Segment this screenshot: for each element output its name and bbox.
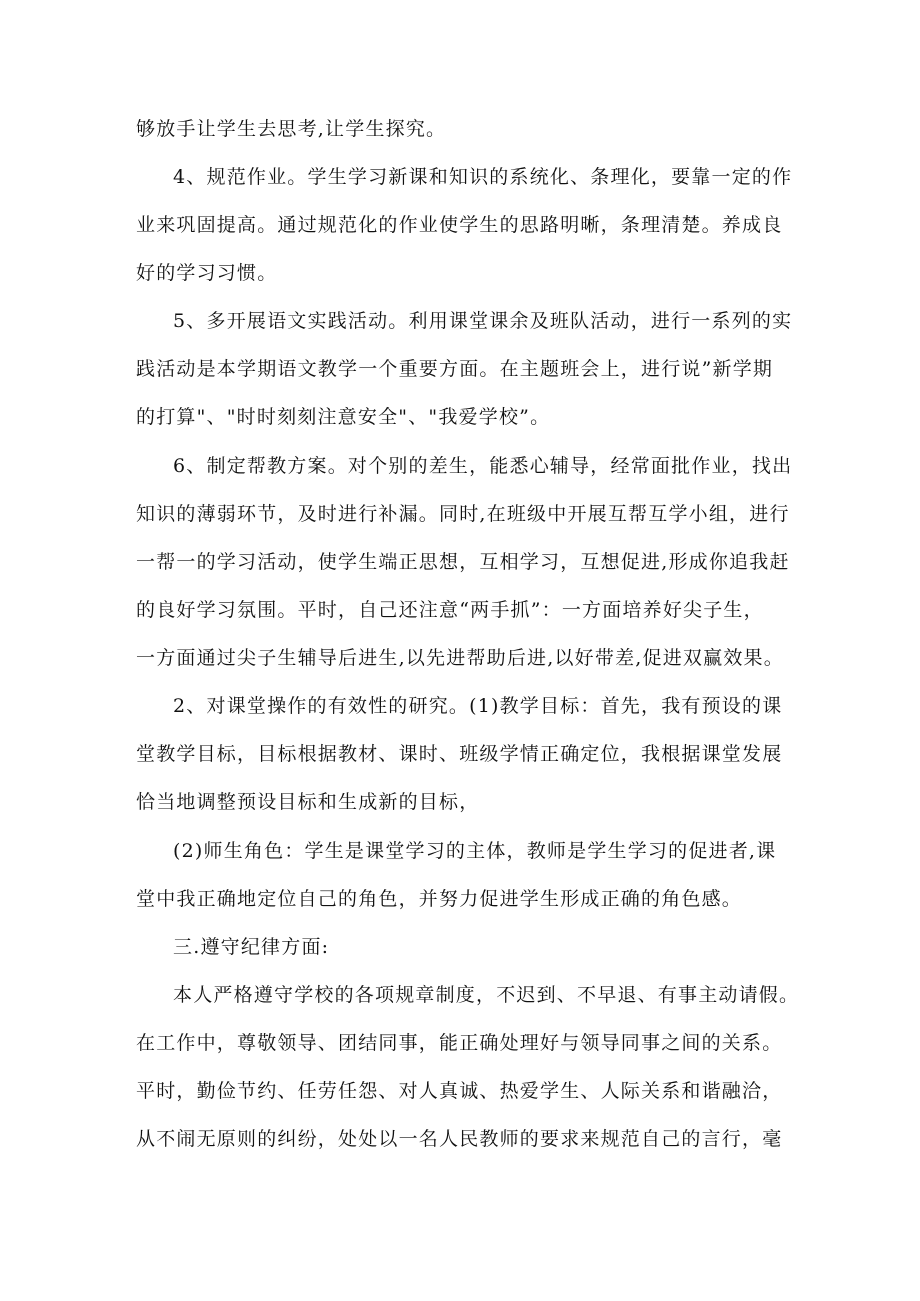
text-line: 的打算"、"时时刻刻注意安全"、"我爱学校”。 bbox=[136, 406, 551, 428]
text-line: 堂中我正确地定位自己的角色，并努力促进学生形成正确的角色感。 bbox=[136, 888, 743, 910]
text-line: 从不闹无原则的纠纷，处处以一名人民教师的要求来规范自己的言行，毫 bbox=[136, 1128, 783, 1150]
text-line: 恰当地调整预设目标和生成新的目标， bbox=[136, 791, 480, 813]
text-line: 业来巩固提高。通过规范化的作业使学生的思路明晰，条理清楚。养成良 bbox=[136, 214, 783, 236]
text-line: 5、多开展语文实践活动。利用课堂课余及班队活动，进行一系列的实 bbox=[173, 310, 793, 332]
text-line: 的良好学习氛围。平时，自己还注意“两手抓”：一方面培养好尖子生， bbox=[136, 599, 764, 621]
text-line: 一帮一的学习活动，使学生端正思想，互相学习，互想促进,形成你追我赶 bbox=[136, 551, 790, 573]
text-line: (2)师生角色：学生是课堂学习的主体，教师是学生学习的促进者,课 bbox=[173, 840, 777, 862]
text-line: 堂教学目标，目标根据教材、课时、班级学情正确定位，我根据课堂发展 bbox=[136, 743, 783, 765]
text-line: 2、对课堂操作的有效性的研究。(1)教学目标：首先，我有预设的课 bbox=[173, 695, 783, 717]
text-line: 6、制定帮教方案。对个别的差生，能悉心辅导，经常面批作业，找出 bbox=[173, 455, 793, 477]
text-line: 4、规范作业。学生学习新课和知识的系统化、条理化，要靠一定的作 bbox=[173, 166, 793, 188]
text-line: 践活动是本学期语文教学一个重要方面。在主题班会上，进行说”新学期 bbox=[136, 358, 774, 380]
text-line: 好的学习习惯。 bbox=[136, 262, 278, 284]
text-line: 本人严格遵守学校的各项规章制度，不迟到、不早退、有事主动请假。 bbox=[173, 984, 800, 1006]
text-line: 够放手让学生去思考,让学生探究。 bbox=[136, 118, 447, 140]
text-line: 知识的薄弱环节，及时进行补漏。同时,在班级中开展互帮互学小组，进行 bbox=[136, 503, 790, 525]
section-heading: 三.遵守纪律方面: bbox=[173, 936, 330, 958]
text-line: 平时，勤俭节约、任劳任怨、对人真诚、热爱学生、人际关系和谐融洽， bbox=[136, 1080, 783, 1102]
text-line: 一方面通过尖子生辅导后进生,以先进帮助后进,以好带差,促进双赢效果。 bbox=[136, 647, 784, 669]
text-line: 在工作中，尊敬领导、团结同事，能正确处理好与领导同事之间的关系。 bbox=[136, 1032, 783, 1054]
